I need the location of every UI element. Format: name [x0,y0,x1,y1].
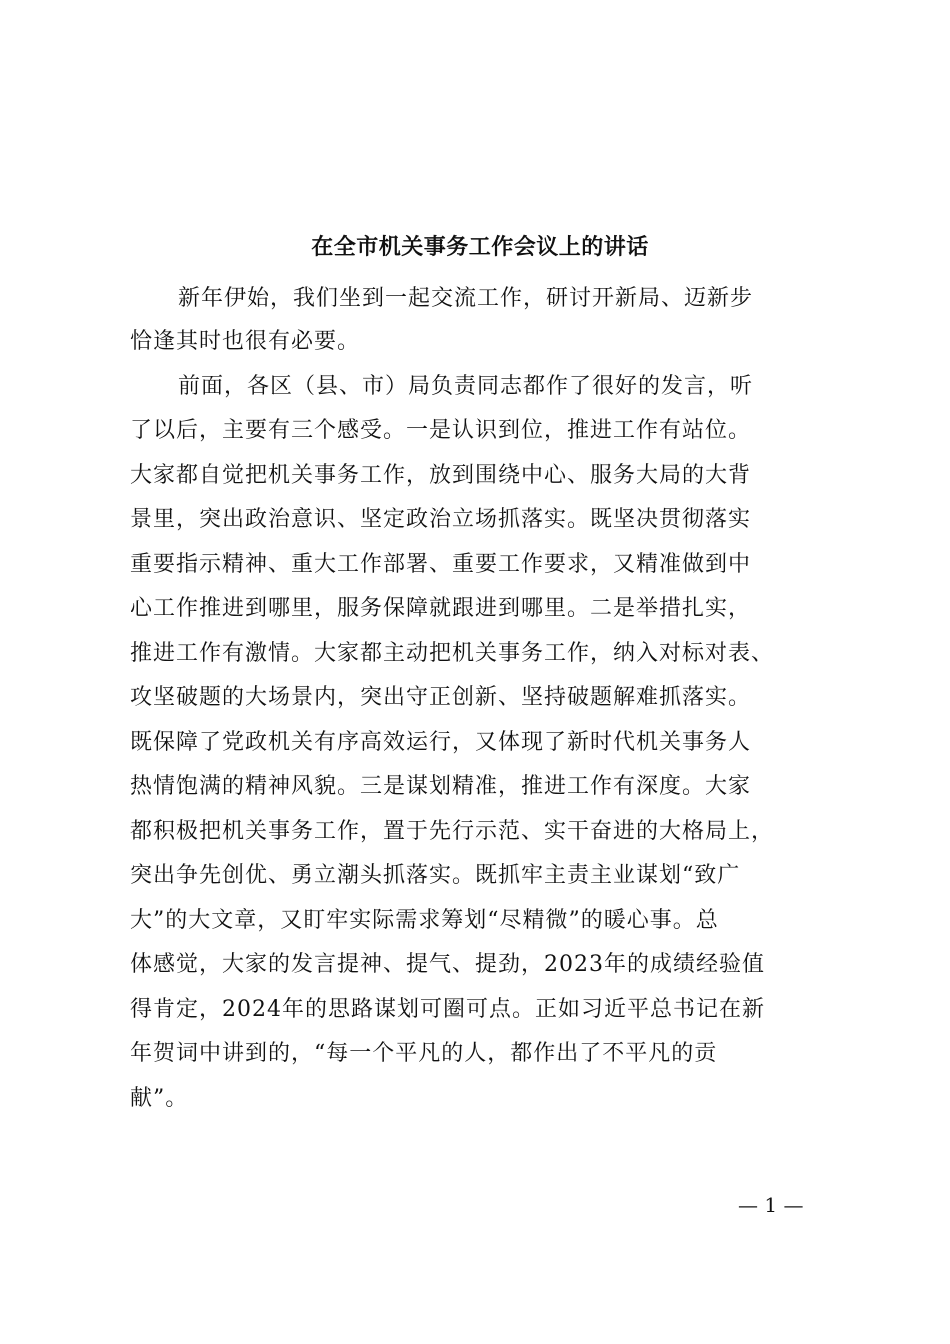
paragraph-1-line: 恰逢其时也很有必要。 [130,329,361,354]
paragraph-2-line: 重要指示精神、重大工作部署、重要工作要求，又精准做到中 [130,552,752,577]
paragraph-2-line: 前面，各区（县、市）局负责同志都作了很好的发言，听 [178,374,754,399]
paragraph-2-line: 热情饱满的精神风貌。三是谋划精准，推进工作有深度。大家 [130,774,752,799]
paragraph-2-line: 大家都自觉把机关事务工作，放到围绕中心、服务大局的大背 [130,463,752,488]
paragraph-2-line: 突出争先创优、勇立潮头抓落实。既抓牢主责主业谋划“致广 [130,863,741,888]
paragraph-2-line: 心工作推进到哪里，服务保障就跟进到哪里。二是举措扎实， [130,596,752,621]
paragraph-2-line: 都积极把机关事务工作，置于先行示范、实干奋进的大格局上， [130,819,775,844]
paragraph-2-line: 得肯定，2024年的思路谋划可圈可点。正如习近平总书记在新 [130,997,765,1022]
paragraph-2-line: 推进工作有激情。大家都主动把机关事务工作，纳入对标对表、 [130,641,775,666]
paragraph-2-line: 年贺词中讲到的，“每一个平凡的人，都作出了不平凡的贡 [130,1041,718,1066]
paragraph-2-line: 大”的大文章，又盯牢实际需求筹划“尽精微”的暖心事。总 [130,908,719,933]
paragraph-2-line: 攻坚破题的大场景内，突出守正创新、坚持破题解难抓落实。 [130,685,752,710]
paragraph-2-line: 景里，突出政治意识、坚定政治立场抓落实。既坚决贯彻落实 [130,507,752,532]
page-number: — 1 — [738,1193,804,1217]
paragraph-2-line: 既保障了党政机关有序高效运行，又体现了新时代机关事务人 [130,730,752,755]
paragraph-2-line: 了以后，主要有三个感受。一是认识到位，推进工作有站位。 [130,418,752,443]
document-title: 在全市机关事务工作会议上的讲话 [311,234,649,260]
paragraph-2-line: 献”。 [130,1086,189,1111]
paragraph-1-line: 新年伊始，我们坐到一起交流工作，研讨开新局、迈新步 [178,286,754,311]
paragraph-2-line: 体感觉，大家的发言提神、提气、提劲，2023年的成绩经验值 [130,952,765,977]
